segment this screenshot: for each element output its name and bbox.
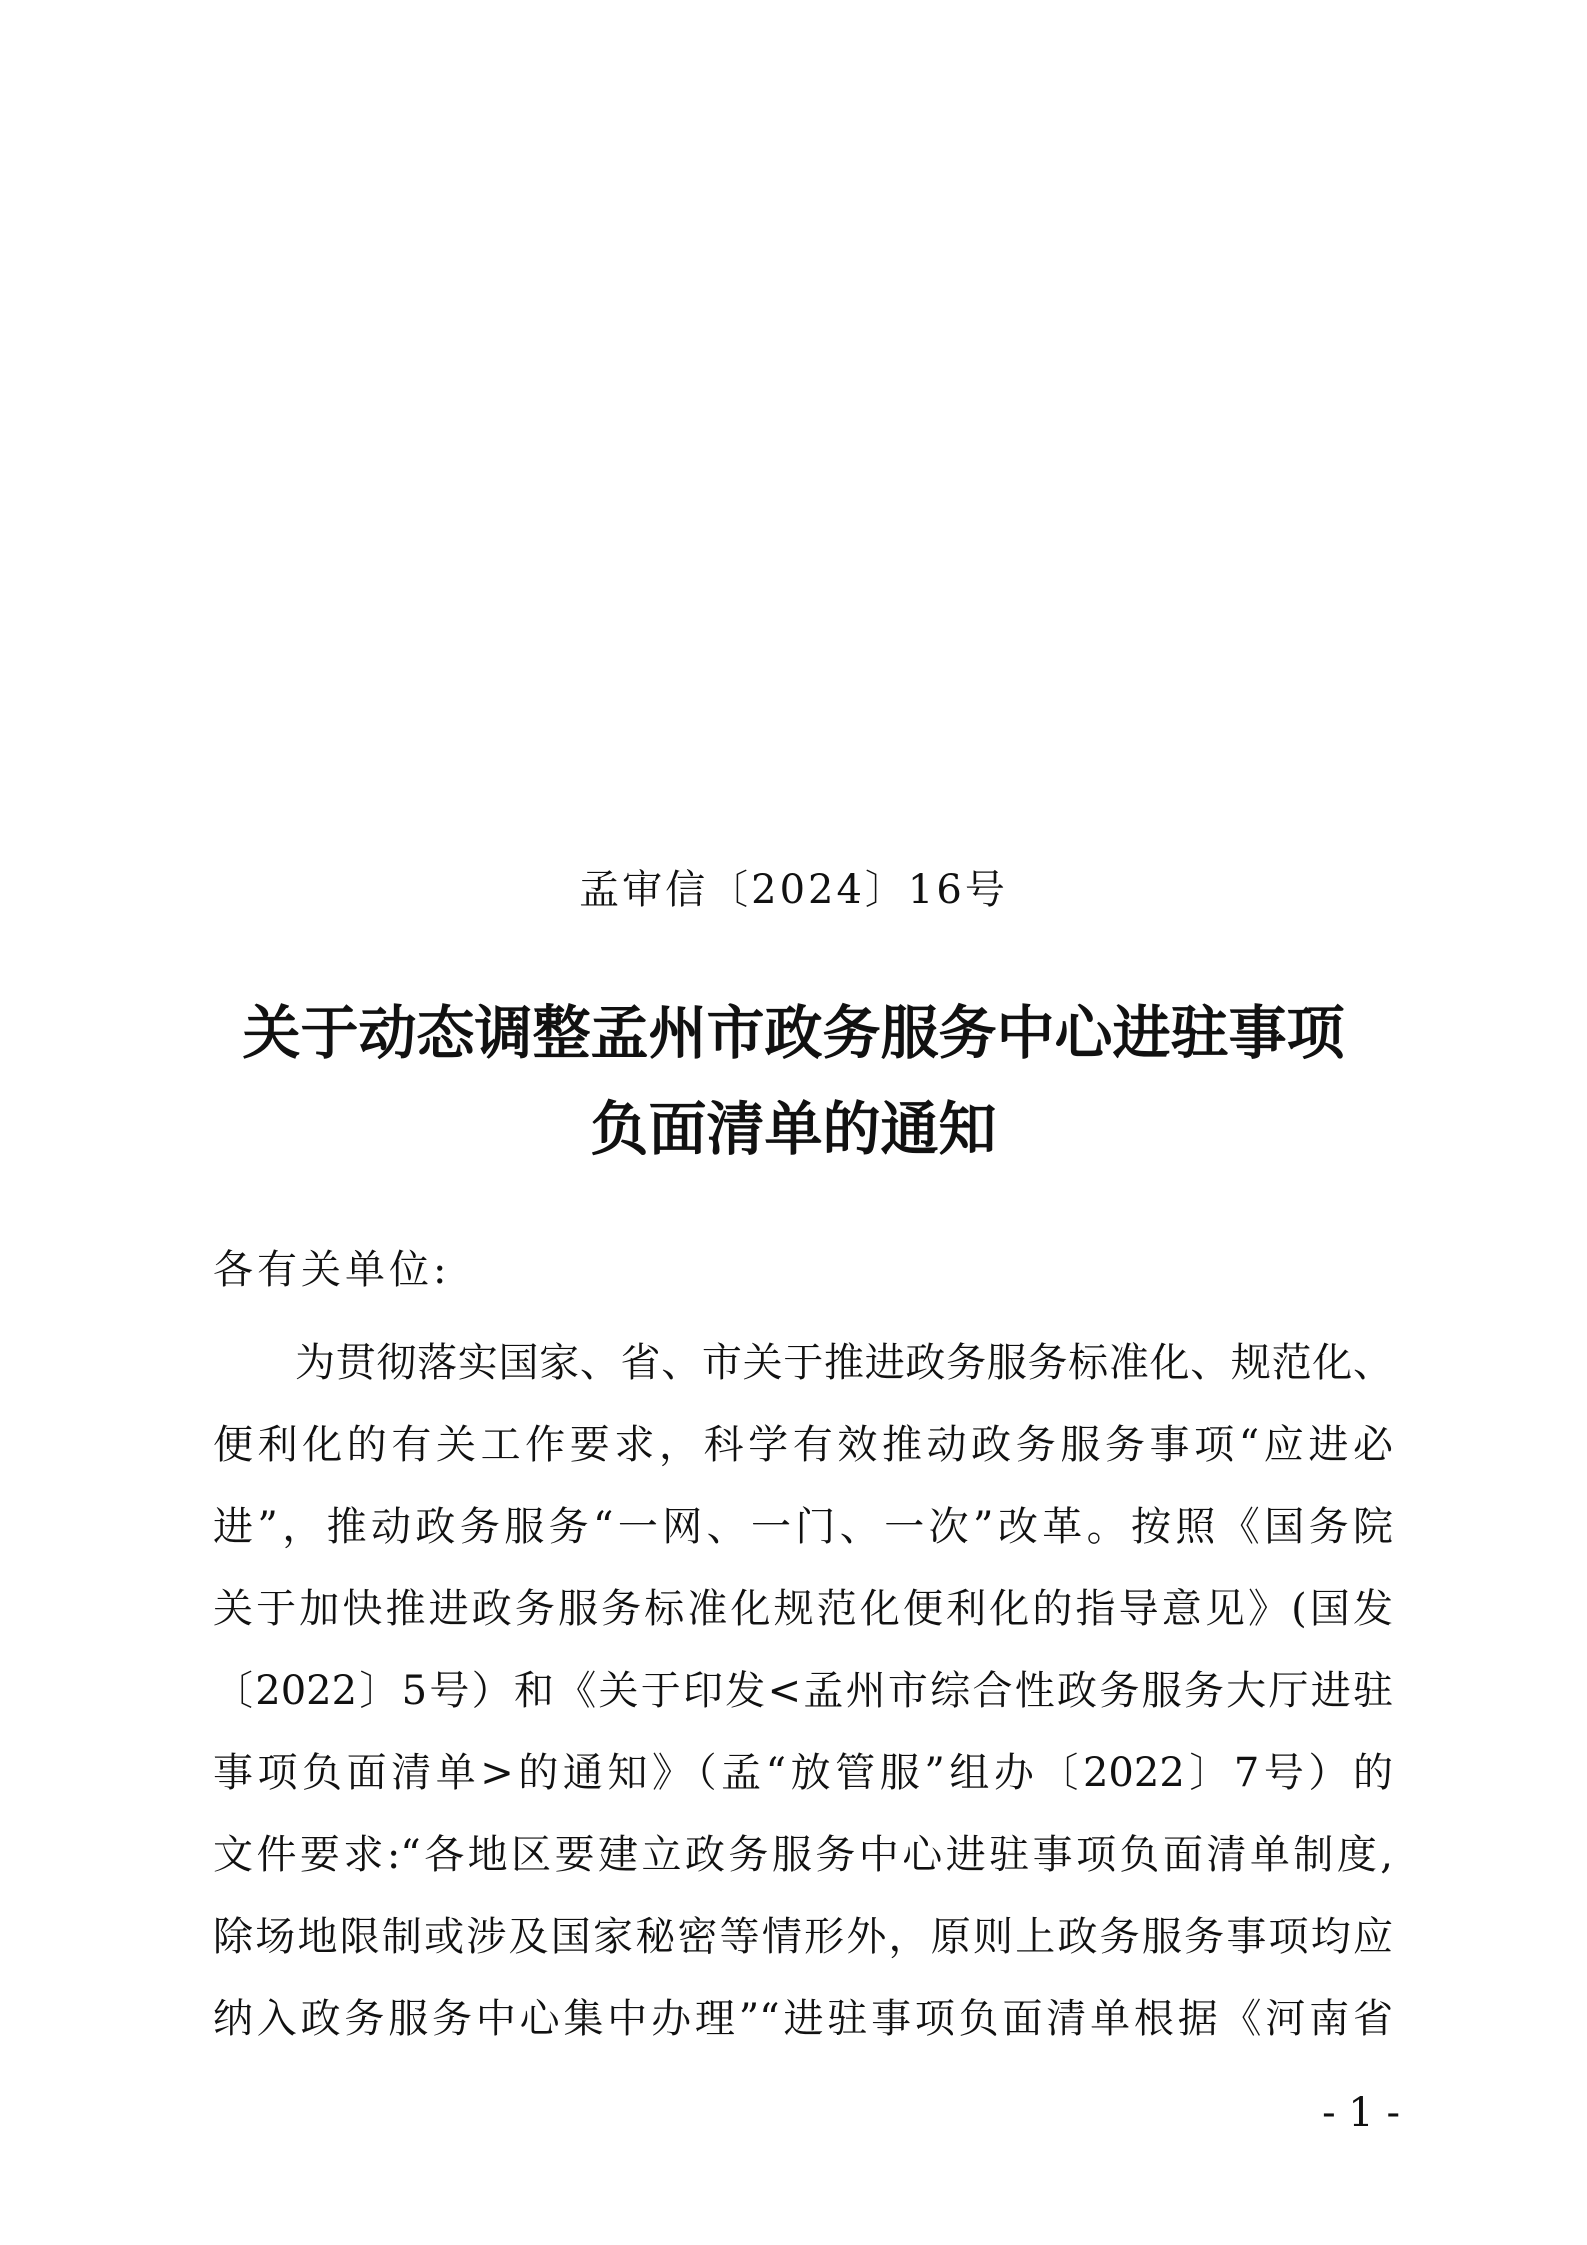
title-line-1: 关于动态调整孟州市政务服务中心进驻事项 bbox=[242, 999, 1345, 1067]
body-line-3: 进”，推动政务服务“一网、一门、一次”改革。按照《国务院 bbox=[213, 1504, 1393, 1550]
body-line-2: 便利化的有关工作要求，科学有效推动政务服务事项“应进必 bbox=[213, 1422, 1393, 1468]
body-line-6: 事项负面清单>的通知》（孟“放管服”组办〔2022〕7号）的 bbox=[213, 1750, 1393, 1796]
document-title bbox=[0, 985, 1587, 1177]
body-line-5: 〔2022〕5号）和《关于印发<孟州市综合性政务服务大厅进驻 bbox=[213, 1668, 1393, 1714]
doc-number: 孟审信〔2024〕16号 bbox=[579, 867, 1008, 913]
title-line-2: 负面清单的通知 bbox=[590, 1095, 997, 1163]
body-paragraph bbox=[213, 1322, 1393, 2060]
salutation: 各有关单位: bbox=[213, 1247, 451, 1293]
page-number: - 1 - bbox=[1322, 2090, 1400, 2136]
body-line-1: 为贯彻落实国家、省、市关于推进政务服务标准化、规范化、 bbox=[295, 1340, 1393, 1386]
body-line-9: 纳入政务服务中心集中办理”“进驻事项负面清单根据《河南省 bbox=[213, 1996, 1393, 2042]
body-line-4: 关于加快推进政务服务标准化规范化便利化的指导意见》(国发 bbox=[213, 1586, 1393, 1632]
body-line-8: 除场地限制或涉及国家秘密等情形外，原则上政务服务事项均应 bbox=[213, 1914, 1393, 1960]
body-line-7: 文件要求:“各地区要建立政务服务中心进驻事项负面清单制度, bbox=[213, 1832, 1393, 1878]
